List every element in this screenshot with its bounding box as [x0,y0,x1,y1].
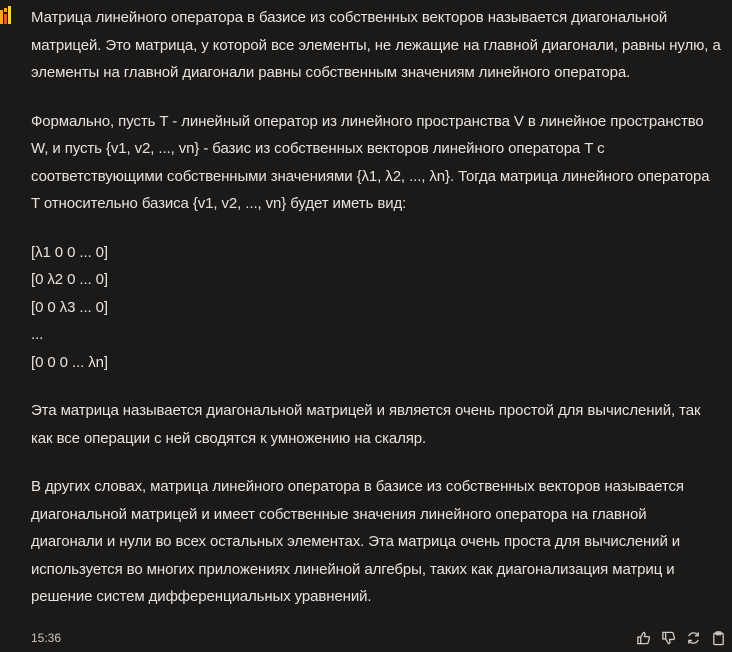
thumbs-down-icon [661,630,676,646]
message-paragraph-2: Формально, пусть T - линейный оператор из линейного пространства V в линейное пространство W, и пусть {v1, v2, ..., vn} - базис из собственных векторов линейного оператора T с соответствующими собственными значениями {λ1, λ2, ..., λn}. Тогда матрица линейного оператора T относительно базиса {v1, v2, ..., vn} будет иметь вид: [31,112,710,212]
matrix-row: [λ1 0 0 ... 0] [31,243,108,261]
copy-icon [711,630,726,646]
regenerate-button[interactable] [686,630,701,646]
matrix-row: [0 λ2 0 ... 0] [31,271,108,288]
matrix-row: [0 0 λ3 ... 0] [31,298,108,316]
message-paragraph-4: В других словах, матрица линейного оператора в базисе из собственных векторов называется диагональной матрицей и имеет собственные значения линейного оператора на главной диагонали и нули во всех остальных элементах. Эта матрица очень проста для вычислений и используется во многих приложениях линейной алгебры, таких как диагонализация матриц и решение систем дифференциальных уравнений. [31,478,684,605]
message-paragraph-3: Эта матрица называется диагональной матрицей и является очень простой для вычислений, так как все операции с ней сводятся к умножению на скаляр. [31,402,701,447]
regenerate-icon [686,630,701,646]
assistant-message [31,4,721,632]
message-actions [636,630,726,646]
thumbs-down-button[interactable] [661,630,676,646]
thumbs-up-button[interactable] [636,630,651,646]
diagonal-matrix [31,239,721,377]
message-paragraph-1: Матрица линейного оператора в базисе из собственных векторов называется диагональной матрицей. Это матрица, у которой все элементы, не лежащие на главной диагонали, равны нулю, а элементы на главной диагонали равны собственным значениям линейного оператора. [31,9,721,81]
assistant-logo-icon [0,4,12,24]
assistant-avatar [0,4,12,24]
copy-button[interactable] [711,630,726,646]
matrix-row: ... [31,326,44,343]
matrix-row: [0 0 0 ... λn] [31,353,108,371]
thumbs-up-icon [636,630,651,646]
message-timestamp: 15:36 [31,631,62,645]
